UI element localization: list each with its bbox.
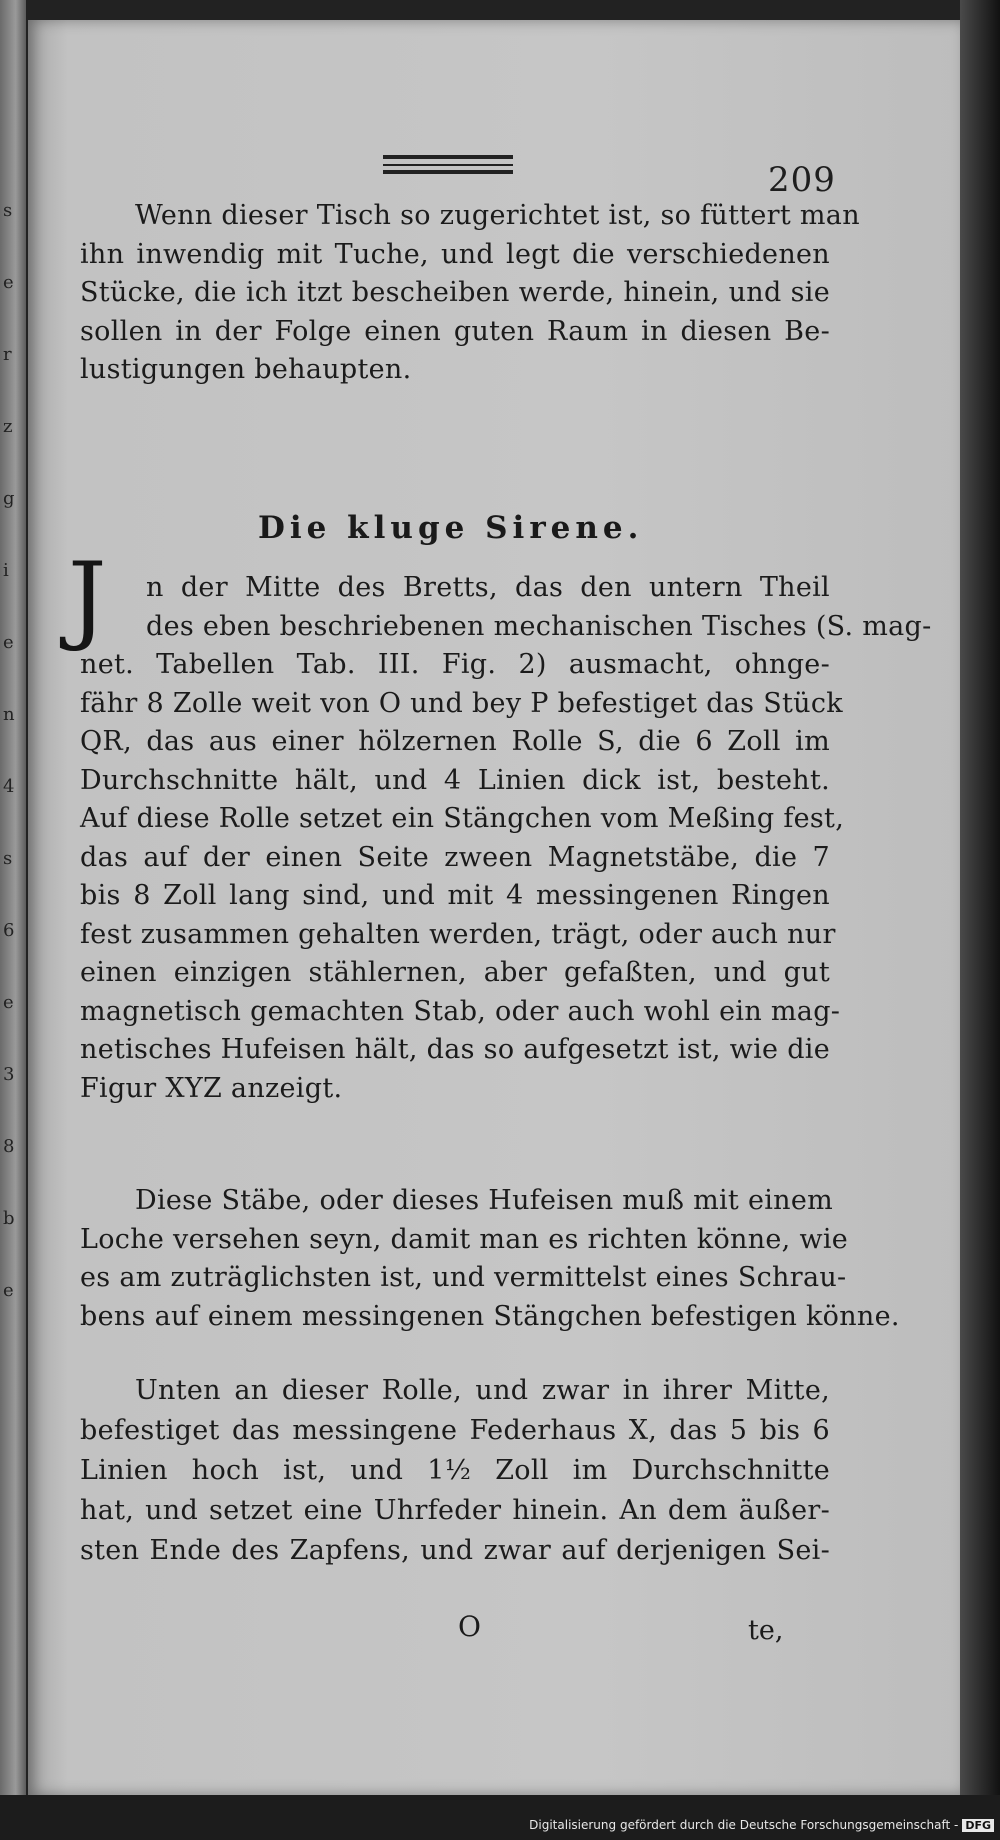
text-line: lustigungen behaupten. (80, 354, 412, 385)
text-line: n der Mitte des Bretts, das den untern Theil (146, 572, 830, 603)
text-line: fähr 8 Zolle weit von O und bey P befestiget das Stück (80, 687, 843, 719)
margin-fragment: 6 (3, 920, 15, 941)
left-margin-fragments (0, 200, 20, 1400)
text-line: magnetisch gemachten Stab, oder auch wohl ein mag- (80, 995, 841, 1027)
text-line: fest zusammen gehalten werden, trägt, oder auch nur (80, 918, 836, 950)
catchword: te, (748, 1615, 784, 1646)
text-line: des eben beschriebenen mechanischen Tisches (S. mag- (146, 610, 932, 642)
text-line: Linien hoch ist, und 1½ Zoll im Durchschnitte (80, 1455, 830, 1486)
text-line: Figur XYZ anzeigt. (80, 1072, 343, 1104)
dfg-logo: DFG (962, 1819, 994, 1832)
section-title: Die kluge Sirene. (258, 510, 644, 546)
credit-text: Digitalisierung gefördert durch die Deutsche Forschungsgemeinschaft - (529, 1818, 959, 1832)
text-line: Stücke, die ich itzt bescheiben werde, hinein, und sie (80, 277, 830, 308)
margin-fragment: e (3, 1280, 14, 1301)
text-line: sten Ende des Zapfens, und zwar auf derjenigen Sei- (80, 1535, 830, 1566)
drop-cap: J (68, 542, 107, 654)
text-line: Durchschnitte hält, und 4 Linien dick ist, besteht. (80, 764, 830, 796)
text-line: bens auf einem messingenen Stängchen befestigen könne. (80, 1300, 900, 1332)
text-line: befestiget das messingene Federhaus X, das 5 bis 6 (80, 1415, 830, 1446)
text-line: das auf der einen Seite zween Magnetstäbe, die 7 (80, 841, 830, 873)
header-ornament-rule (383, 155, 513, 179)
digitization-credit (529, 1818, 994, 1832)
text-line: netisches Hufeisen hält, das so aufgesetzt ist, wie die (80, 1034, 830, 1065)
margin-fragment: 8 (3, 1136, 15, 1157)
margin-fragment: e (3, 632, 14, 653)
margin-fragment: z (3, 416, 13, 437)
signature-mark: O (458, 1610, 481, 1643)
margin-fragment: i (3, 560, 9, 581)
text-line: es am zuträglichsten ist, und vermittelst eines Schrau- (80, 1262, 847, 1293)
text-line: Diese Stäbe, oder dieses Hufeisen muß mit einem (135, 1185, 834, 1216)
page-number: 209 (768, 160, 836, 200)
book-page (28, 20, 960, 1795)
text-line: Auf diese Rolle setzet ein Stängchen vom Meßing fest, (80, 803, 845, 834)
margin-fragment: s (3, 200, 13, 221)
margin-fragment: e (3, 272, 14, 293)
text-line: QR, das aus einer hölzernen Rolle S, die 6 Zoll im (80, 726, 830, 757)
text-line: hat, und setzet eine Uhrfeder hinein. An dem äußer- (80, 1495, 830, 1526)
text-line: Unten an dieser Rolle, und zwar in ihrer Mitte, (135, 1375, 830, 1406)
margin-fragment: 3 (3, 1064, 15, 1085)
margin-fragment: s (3, 848, 13, 869)
text-line: net. Tabellen Tab. III. Fig. 2) ausmacht, ohnge- (80, 649, 830, 680)
text-line: Loche versehen seyn, damit man es richten könne, wie (80, 1223, 849, 1255)
margin-fragment: g (3, 488, 15, 509)
text-line: einen einzigen stählernen, aber gefaßten, und gut (80, 957, 830, 988)
margin-fragment: e (3, 992, 14, 1013)
text-line: bis 8 Zoll lang sind, und mit 4 messingenen Ringen (80, 880, 830, 911)
margin-fragment: n (3, 704, 15, 725)
right-scan-edge (960, 0, 1000, 1840)
margin-fragment: r (3, 344, 12, 365)
text-line: sollen in der Folge einen guten Raum in diesen Be- (80, 315, 830, 347)
text-line: Wenn dieser Tisch so zugerichtet ist, so füttert man (135, 200, 860, 231)
margin-fragment: 4 (3, 776, 15, 797)
text-line: ihn inwendig mit Tuche, und legt die verschiedenen (80, 238, 830, 270)
margin-fragment: b (3, 1208, 15, 1229)
